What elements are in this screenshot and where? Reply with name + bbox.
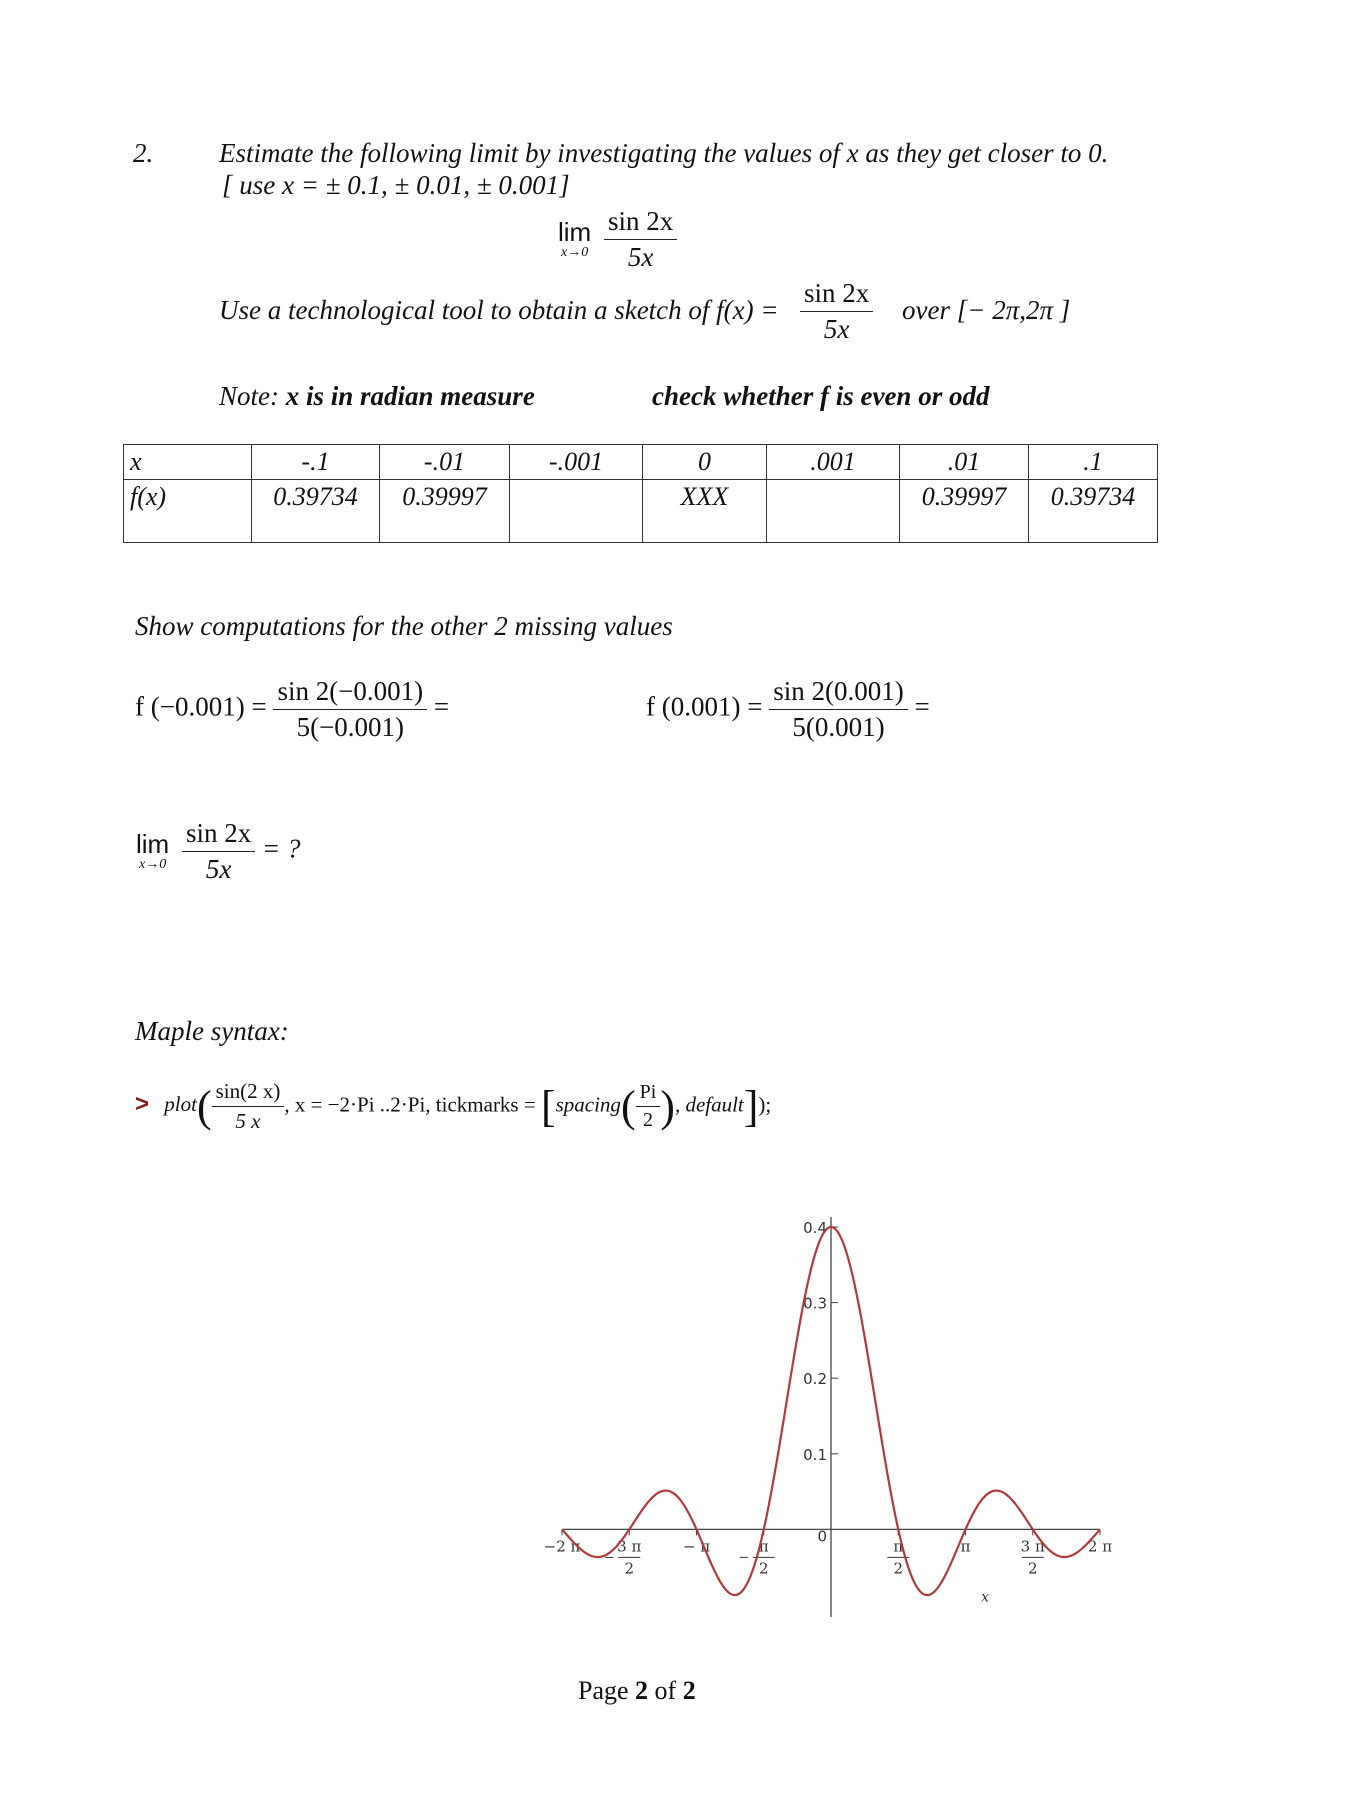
note-bold: x is in radian measure: [285, 381, 535, 411]
computation-right-lhs: f (0.001) =: [646, 691, 763, 722]
lim-word: lim: [136, 828, 170, 859]
sinc-plot: [520, 1205, 1120, 1625]
table-cell: 0.39734: [1029, 480, 1158, 543]
tech-numerator: sin 2x: [800, 278, 873, 312]
maple-pi-den: 2: [642, 1109, 653, 1131]
table-cell: [510, 480, 643, 543]
show-computations-text: Show computations for the other 2 missing values: [135, 611, 673, 641]
question-number: 2.: [133, 138, 154, 168]
values-table: [123, 444, 1158, 543]
table-cell: XXX: [643, 480, 767, 543]
computation-left: [135, 676, 449, 743]
x-tick-label: 2: [758, 1559, 769, 1578]
question-line-2: [ use x = ± 0.1, ± 0.01, ± 0.001]: [222, 170, 570, 200]
maple-plot: plot: [164, 1092, 197, 1117]
x-tick-label: 2 π: [1087, 1537, 1113, 1556]
limit-question-numerator: sin 2x: [182, 818, 255, 852]
table-cell: -.1: [252, 445, 380, 480]
computation-right-numerator: sin 2(0.001): [769, 676, 908, 710]
maple-command: > plot( $\frac{\sin(2 x)}{5 x}$ , x = −2·Pi ..2·Pi, tickmarks = [spacing( $\frac{Pi}{2}$ ), default]);: [135, 1079, 772, 1133]
maple-heading: Maple syntax:: [135, 1016, 289, 1046]
limit-question-denominator: 5x: [205, 854, 232, 884]
page-footer: [578, 1676, 696, 1706]
computation-left-denominator: 5(−0.001): [296, 712, 405, 742]
limit-question-tail: = ?: [261, 833, 301, 864]
lim-word: lim: [558, 216, 592, 247]
maple-numerator: sin(2 x): [212, 1079, 285, 1107]
table-cell: .001: [767, 445, 900, 480]
computation-left-eq: =: [433, 691, 450, 722]
maple-range: , x = −2·Pi ..2·Pi, tickmarks =: [284, 1092, 536, 1117]
footer-total: 2: [682, 1676, 696, 1705]
tech-denominator: 5x: [823, 314, 850, 344]
x-tick-label: 2: [893, 1559, 904, 1578]
note-label: Note:: [219, 381, 286, 411]
footer-prefix: Page: [578, 1676, 636, 1705]
maple-pi-num: Pi: [636, 1081, 661, 1107]
y-tick-label: 0.4: [803, 1219, 827, 1237]
computation-right: [646, 676, 930, 743]
computation-left-lhs: f (−0.001) =: [135, 691, 267, 722]
table-cell: 0: [643, 445, 767, 480]
table-row-fx: [124, 480, 1158, 543]
maple-denominator: 5 x: [235, 1109, 261, 1133]
table-row-x: [124, 445, 1158, 480]
question-line-1: Estimate the following limit by investigating the values of x as they get closer to 0.: [219, 138, 1109, 168]
limit-expression: [558, 206, 677, 273]
table-cell: [767, 480, 900, 543]
x-tick-label: π: [960, 1537, 971, 1556]
table-cell: -.01: [380, 445, 510, 480]
limit-denominator: 5x: [627, 242, 654, 272]
tech-line-prefix: Use a technological tool to obtain a sketch of f(x) =: [219, 295, 779, 325]
lim-subscript: x→0: [139, 856, 167, 872]
computation-right-denominator: 5(0.001): [792, 712, 885, 742]
maple-end: );: [758, 1092, 772, 1117]
x-tick-label: π: [758, 1537, 769, 1556]
table-cell: 0.39997: [380, 480, 510, 543]
y-tick-label: 0: [817, 1527, 827, 1546]
x-tick-label: 2: [624, 1559, 635, 1578]
table-cell: .01: [900, 445, 1029, 480]
maple-default: , default: [674, 1092, 744, 1117]
x-tick-label: −2 π: [543, 1537, 581, 1556]
lim-subscript: x→0: [561, 244, 589, 260]
table-cell: -.001: [510, 445, 643, 480]
note-check: check whether f is even or odd: [652, 381, 990, 411]
y-tick-label: 0.1: [803, 1445, 827, 1464]
limit-question: [136, 818, 300, 885]
maple-prompt: >: [135, 1090, 150, 1118]
table-cell: .1: [1029, 445, 1158, 480]
table-row-label: x: [124, 445, 252, 480]
x-tick-label: − π: [682, 1537, 711, 1556]
computation-left-numerator: sin 2(−0.001): [273, 676, 427, 710]
y-tick-label: 0.3: [803, 1294, 827, 1313]
footer-page: 2: [635, 1676, 649, 1705]
x-tick-label: 3 π: [617, 1537, 642, 1556]
tech-line-fraction: [800, 278, 873, 345]
table-cell: 0.39734: [252, 480, 380, 543]
tech-line-suffix: over [− 2π,2π ]: [902, 295, 1071, 325]
note-line: [219, 381, 535, 412]
computation-right-eq: =: [914, 691, 930, 722]
table-row-label: f(x): [124, 480, 252, 543]
footer-mid: of: [648, 1676, 683, 1705]
limit-numerator: sin 2x: [604, 206, 677, 240]
x-axis-label: x: [981, 1589, 990, 1606]
x-tick-label: 2: [1027, 1559, 1038, 1578]
x-tick-label: 3 π: [1020, 1537, 1045, 1556]
y-tick-label: 0.2: [803, 1370, 827, 1389]
table-cell: 0.39997: [900, 480, 1029, 543]
maple-spacing: spacing: [555, 1092, 621, 1117]
x-tick-label: π: [893, 1537, 904, 1556]
